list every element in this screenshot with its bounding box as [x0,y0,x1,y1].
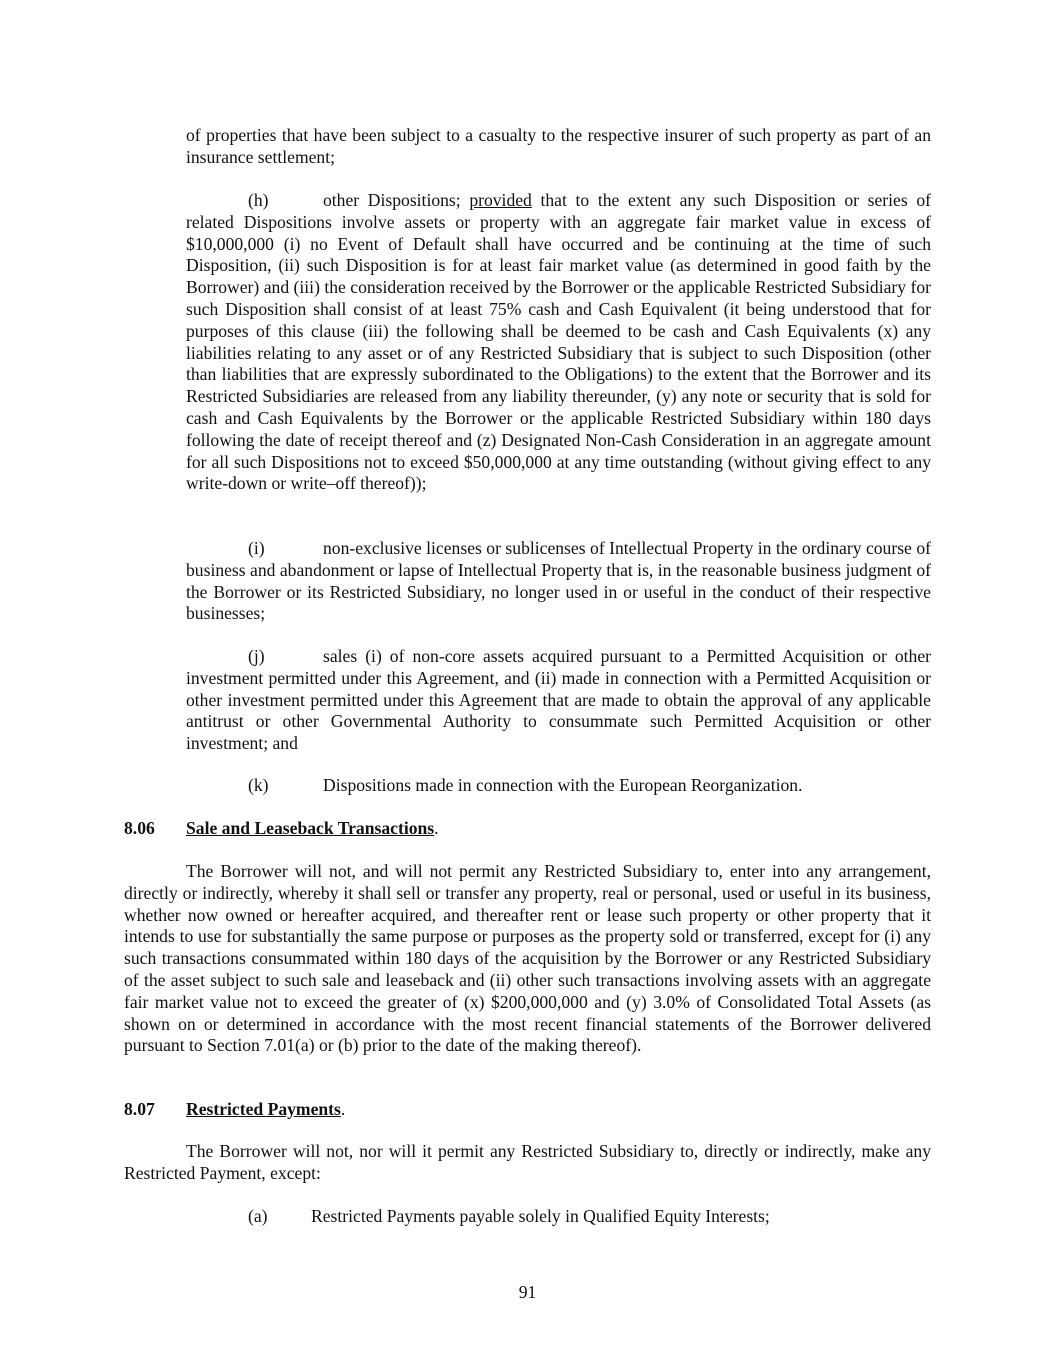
item-h-provided: provided [469,190,532,210]
item-i [186,538,931,625]
section-807-number: 8.07 [124,1099,155,1119]
section-806-number: 8.06 [124,818,155,838]
section-807-title-suffix: . [340,1099,346,1119]
section-806-title: Sale and Leaseback Transactions [186,818,435,838]
continued-paragraph: of properties that have been subject to a casualty to the respective insurer of such property as part of an insurance settlement; [186,125,931,167]
section-807-item-a-text: Restricted Payments payable solely in Qualified Equity Interests; [311,1206,770,1226]
item-i-text: non-exclusive licenses or sublicenses of Intellectual Property in the ordinary course of business and abandonment or lapse of Intellectual Property that is, in the reasonable business judgment of the Borrower or its Restricted Subsidiary, no longer used in or useful in the conduct of their respective businesses; [186,538,931,624]
section-807-body-text: The Borrower will not, nor will it permit any Restricted Subsidiary to, directly or indirectly, make any Restricted Payment, except: [124,1141,931,1183]
item-j-label: (j) [248,646,265,666]
section-807-item-a [248,1206,770,1228]
item-i-label: (i) [248,538,265,558]
item-k-label: (k) [248,775,269,795]
page-number: 91 [518,1282,537,1302]
section-807-title: Restricted Payments [186,1099,341,1119]
item-h-lead: other Dispositions; [323,190,470,210]
section-806-body [124,861,931,1057]
section-806-title-suffix: . [434,818,439,838]
section-806-heading [124,818,439,840]
item-j [186,646,931,755]
section-807-heading [124,1099,345,1121]
section-807-item-a-label: (a) [248,1206,268,1226]
item-k-text: Dispositions made in connection with the European Reorganization. [323,775,803,795]
item-h [186,190,931,495]
section-806-body-text: The Borrower will not, and will not permit any Restricted Subsidiary to, enter into any arrangement, directly or indirectly, whereby it shall sell or transfer any property, real or personal, used or useful in its business, whether now owned or hereafter acquired, and thereafter rent or lease such property or other property that it intends to use for substantially the same purpose or purposes as the property sold or transferred, except for (i) any such transactions consummated within 180 days of the acquisition by the Borrower or any Restricted Subsidiary of the asset subject to such sale and leaseback and (ii) other such transactions involving assets with an aggregate fair market value not to exceed the greater of (x) $200,000,000 and (y) 3.0% of Consolidated Total Assets (as shown on or determined in accordance with the most recent financial statements of the Borrower delivered pursuant to Section 7.01(a) or (b) prior to the date of the making thereof). [124,861,931,1056]
item-h-label: (h) [248,190,269,210]
item-h-text: that to the extent any such Disposition or series of related Dispositions involve assets or property with an aggregate fair market value in excess of $10,000,000 (i) no Event of Default shall have occurred and be continuing at the time of such Disposition, (ii) such Disposition is for at least fair market value (as determined in good faith by the Borrower) and (iii) the consideration received by the Borrower or the applicable Restricted Subsidiary for such Disposition shall consist of at least 75% cash and Cash Equivalent (it being understood that for purposes of this clause (iii) the following shall be deemed to be cash and Cash Equivalents (x) any liabilities relating to any asset or of any Restricted Subsidiary that is subject to such Disposition (other than liabilities that are expressly subordinated to the Obligations) to the extent that the Borrower and its Restricted Subsidiaries are released from any liability thereunder, (y) any note or security that is sold for cash and Cash Equivalents by the Borrower or the applicable Restricted Subsidiary within 180 days following the date of receipt thereof and (z) Designated Non-Cash Consideration in an aggregate amount for all such Dispositions not to exceed $50,000,000 at any time outstanding (without giving effect to any write-down or write–off thereof)); [186,190,931,494]
item-k [248,775,803,797]
item-j-text: sales (i) of non-core assets acquired pursuant to a Permitted Acquisition or other investment permitted under this Agreement, and (ii) made in connection with a Permitted Acquisition or other investment permitted under this Agreement that are made to obtain the approval of any applicable antitrust or other Governmental Authority to consummate such Permitted Acquisition or other investment; and [186,646,931,754]
section-807-body [124,1141,931,1185]
